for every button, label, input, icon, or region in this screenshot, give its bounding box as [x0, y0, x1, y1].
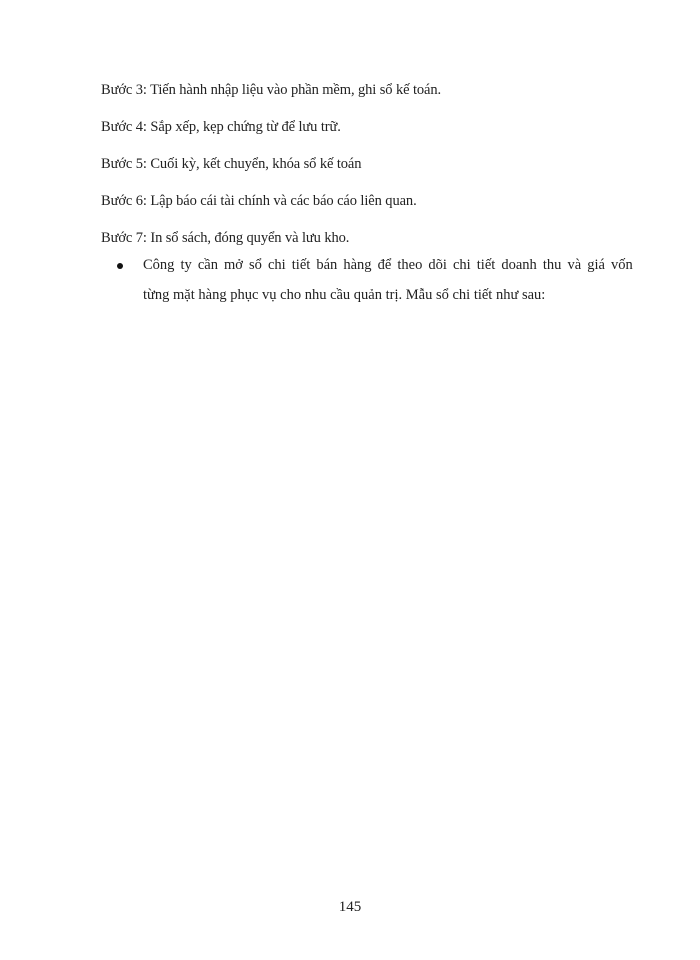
page-number: 145 — [338, 899, 362, 915]
bullet-word: thu — [542, 257, 562, 273]
bullet-word: và — [567, 257, 582, 273]
bullet-text-line-1 — [143, 256, 633, 274]
bullet-word: tiết — [476, 257, 496, 273]
bullet-word: để — [377, 257, 392, 273]
bullet-word: chi — [268, 257, 286, 273]
bullet-text-line-2: từng mặt hàng phục vụ cho nhu cầu quản trị. Mẫu sổ chi tiết như sau: — [143, 287, 546, 303]
bullet-word: vốn — [611, 257, 633, 273]
bullet-word: sổ — [249, 257, 262, 273]
bullet-word: ty — [180, 257, 192, 273]
step-4-text: Bước 4: Sắp xếp, kẹp chứng từ để lưu trữ. — [101, 119, 341, 135]
step-3-text: Bước 3: Tiến hành nhập liệu vào phần mềm, ghi sổ kế toán. — [101, 82, 442, 98]
bullet-word: giá — [587, 257, 605, 273]
bullet-word: chi — [453, 257, 471, 273]
bullet-word: tiết — [291, 257, 311, 273]
bullet-word: cần — [197, 257, 218, 273]
bullet-dot-icon — [117, 263, 123, 269]
bullet-word: doanh — [501, 257, 537, 273]
bullet-word: mở — [224, 257, 243, 273]
bullet-word: theo — [397, 257, 423, 273]
step-5-text: Bước 5: Cuối kỳ, kết chuyển, khóa sổ kế toán — [101, 156, 362, 172]
step-7-text: Bước 7: In sổ sách, đóng quyển và lưu kho. — [101, 230, 350, 246]
bullet-word: Công — [143, 257, 175, 273]
bullet-word: dõi — [428, 257, 447, 273]
step-6-text: Bước 6: Lập báo cái tài chính và các báo cáo liên quan. — [101, 193, 417, 209]
bullet-word: bán — [316, 257, 338, 273]
bullet-word: hàng — [343, 257, 372, 273]
